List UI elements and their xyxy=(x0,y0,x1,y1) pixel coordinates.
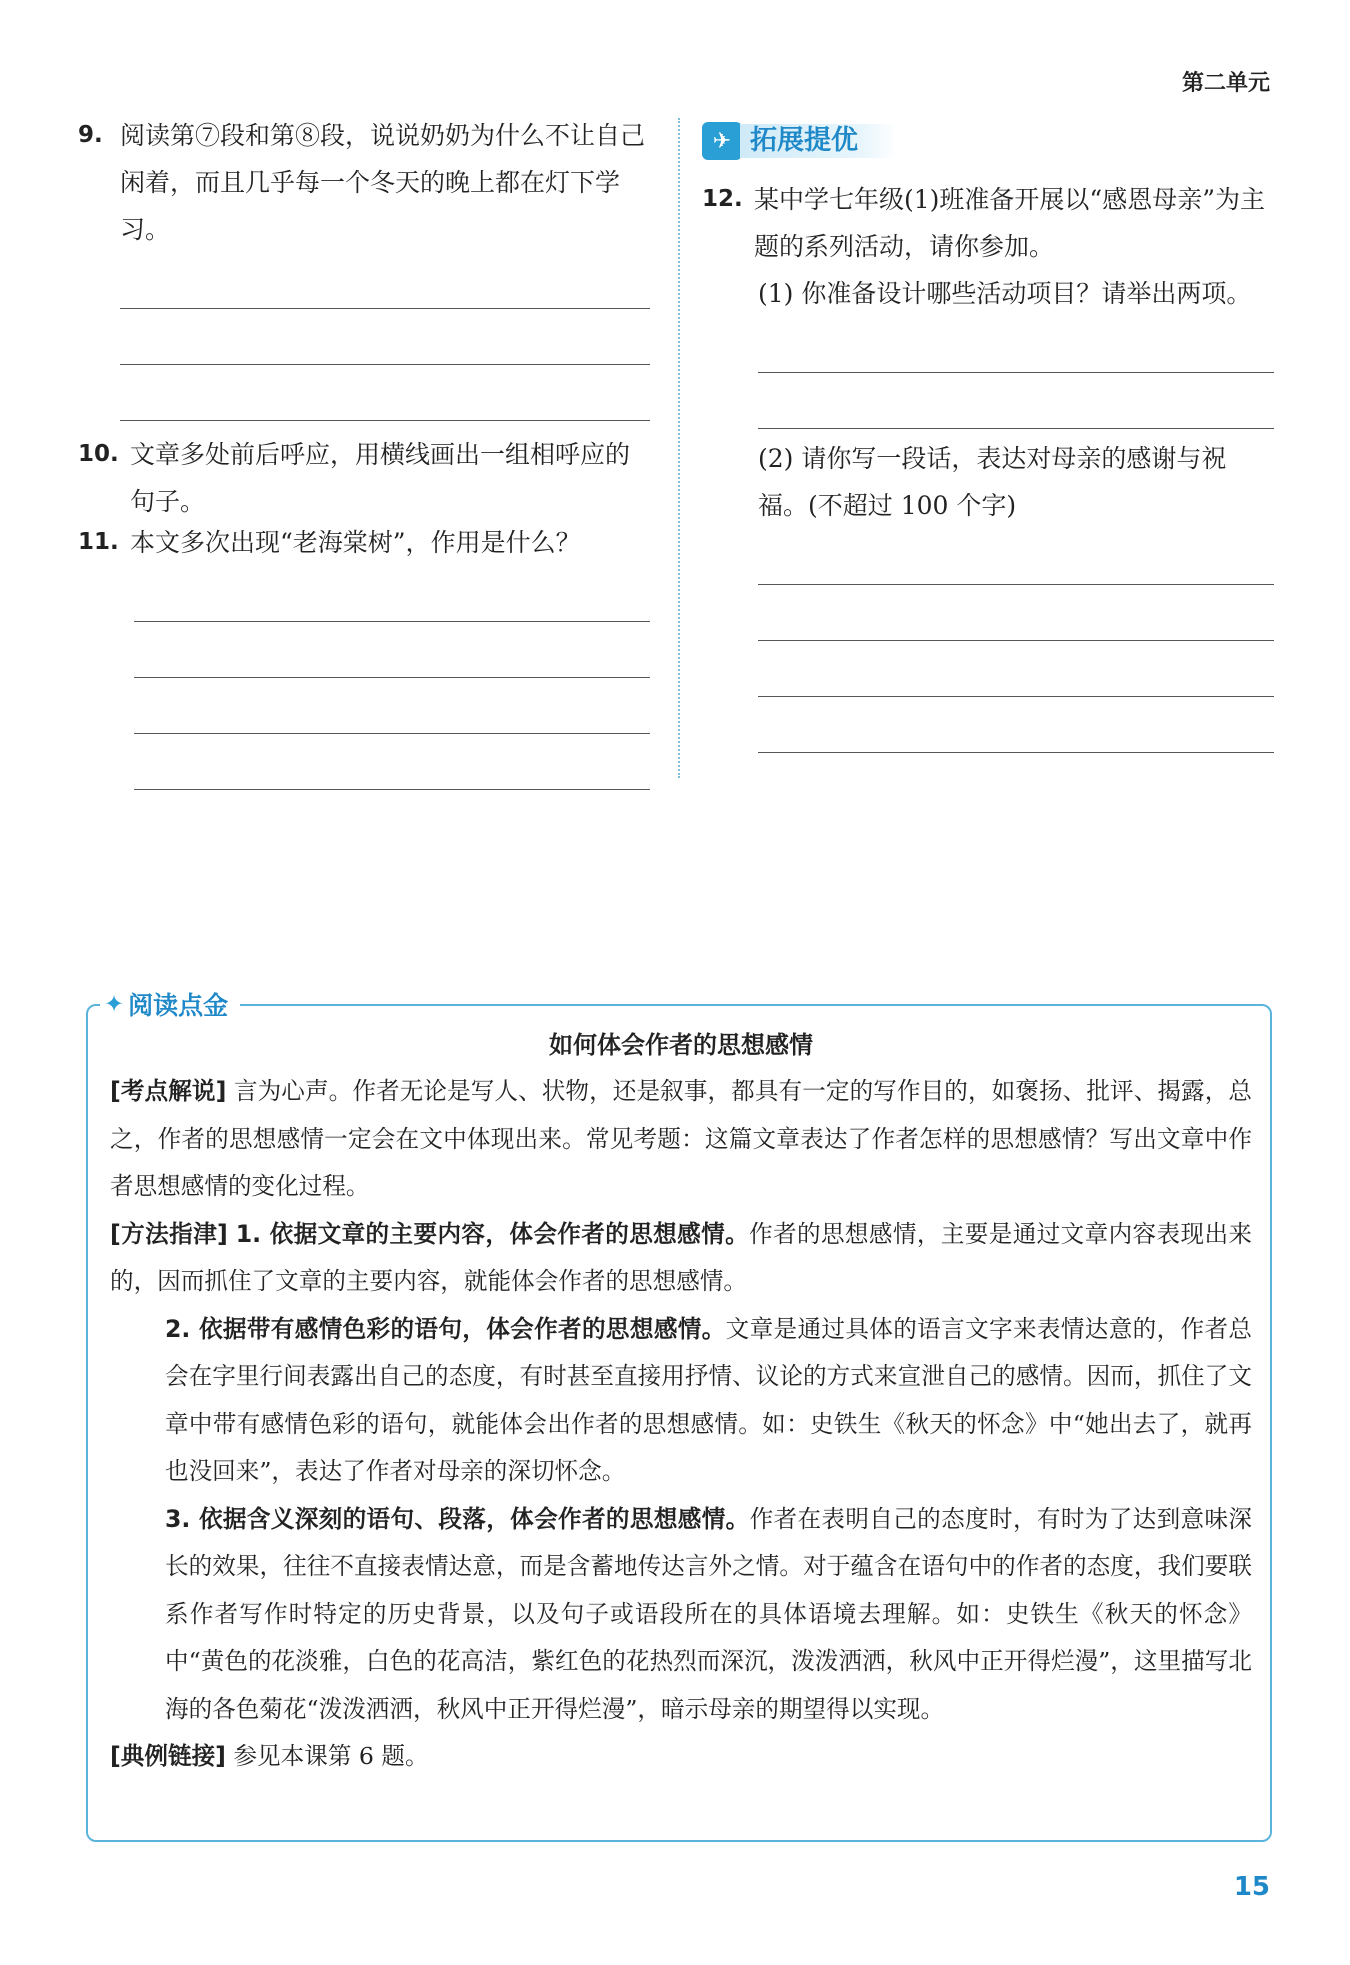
answer-line[interactable] xyxy=(120,365,650,421)
left-column xyxy=(78,112,650,790)
answer-line[interactable] xyxy=(134,734,650,790)
question-9 xyxy=(78,112,650,253)
paragraph-text: 作者在表明自己的态度时，有时为了达到意味深长的效果，往往不直接表情达意，而是含蓄地传达言外之情。对于蕴含在语句中的作者的态度，我们要联系作者写作时特定的历史背景，以及句子或语段所在的具体语境去理解。如：史铁生《秋天的怀念》中“黄色的花淡雅，白色的花高洁，紫红色的花热烈而深沉，泼泼洒洒，秋风中正开得烂漫”，这里描写北海的各色菊花“泼泼洒洒，秋风中正开得烂漫”，暗示母亲的期望得以实现。 xyxy=(165,1504,1253,1723)
tip-paragraph-2 xyxy=(110,1211,1252,1306)
paragraph-text: 言为心声。作者无论是写人、状物，还是叙事，都具有一定的写作目的，如褒扬、批评、揭露，总之，作者的思想感情一定会在文中体现出来。常见考题：这篇文章表达了作者怎样的思想感情？写出文章中作者思想感情的变化过程。 xyxy=(110,1077,1252,1200)
tag-label: [典例链接] xyxy=(110,1742,226,1770)
reading-tip-header xyxy=(100,986,240,1022)
answer-lines-q12-1 xyxy=(758,317,1274,429)
tip-paragraph-5 xyxy=(110,1733,1252,1781)
rocket-icon: ✈ xyxy=(702,122,742,160)
subquestion-2: (2) 请你写一段话，表达对母亲的感谢与祝福。(不超过 100 个字) xyxy=(758,444,1227,520)
tip-title: 如何体会作者的思想感情 xyxy=(549,1031,813,1059)
question-text: 某中学七年级(1)班准备开展以“感恩母亲”为主题的系列活动，请你参加。 xyxy=(754,185,1265,261)
answer-line[interactable] xyxy=(758,697,1274,753)
answer-line[interactable] xyxy=(134,678,650,734)
answer-line[interactable] xyxy=(120,253,650,309)
question-number: 10. xyxy=(78,441,119,467)
answer-line[interactable] xyxy=(758,585,1274,641)
answer-line[interactable] xyxy=(758,641,1274,697)
question-text: 本文多次出现“老海棠树”，作用是什么？ xyxy=(130,528,581,557)
reading-tip-label: 阅读点金 xyxy=(128,991,229,1020)
method-heading: 3. 依据含义深刻的语句、段落，体会作者的思想感情。 xyxy=(165,1504,750,1533)
page-number: 15 xyxy=(1233,1872,1270,1902)
answer-lines-q9 xyxy=(120,253,650,421)
question-number: 11. xyxy=(78,529,119,555)
answer-line[interactable] xyxy=(120,309,650,365)
reading-tip-body xyxy=(110,1022,1252,1781)
tip-paragraph-1 xyxy=(110,1068,1252,1211)
tag-label: [方法指津] xyxy=(110,1219,228,1248)
method-heading: 2. 依据带有感情色彩的语句，体会作者的思想感情。 xyxy=(165,1314,726,1343)
paragraph-text: 文章是通过具体的语言文字来表情达意的，作者总会在字里行间表露出自己的态度，有时甚至直接用抒情、议论的方式来宣泄自己的感情。因而，抓住了文章中带有感情色彩的语句，就能体会出作者的思想感情。如：史铁生《秋天的怀念》中“她出去了，就再也没回来”，表达了作者对母亲的深切怀念。 xyxy=(165,1314,1253,1485)
subquestion-1: (1) 你准备设计哪些活动项目？请举出两项。 xyxy=(758,279,1252,308)
question-text: 文章多处前后呼应，用横线画出一组相呼应的句子。 xyxy=(130,440,631,516)
answer-line[interactable] xyxy=(134,622,650,678)
tag-label: [考点解说] xyxy=(110,1077,227,1105)
tip-paragraph-3 xyxy=(110,1306,1252,1496)
answer-lines-q12-2 xyxy=(758,529,1274,753)
answer-line[interactable] xyxy=(758,317,1274,373)
paragraph-text: 参见本课第 6 题。 xyxy=(233,1742,429,1770)
section-badge xyxy=(702,120,1274,162)
right-column xyxy=(702,120,1274,753)
sparkle-icon: ✦ xyxy=(104,990,125,1018)
question-number: 9. xyxy=(78,122,103,148)
answer-line[interactable] xyxy=(758,373,1274,429)
question-11 xyxy=(78,519,650,566)
paragraph-text: 作者的思想感情，主要是通过文章内容表现出来的，因而抓住了文章的主要内容，就能体会作者的思想感情。 xyxy=(110,1219,1253,1295)
question-10 xyxy=(78,431,650,525)
section-title: 拓展提优 xyxy=(740,124,896,158)
answer-line[interactable] xyxy=(134,566,650,622)
answer-lines-q11 xyxy=(134,566,650,790)
column-divider xyxy=(678,118,680,778)
tip-paragraph-4 xyxy=(110,1496,1252,1734)
question-number: 12. xyxy=(702,186,743,212)
method-heading: 1. 依据文章的主要内容，体会作者的思想感情。 xyxy=(235,1219,750,1248)
answer-line[interactable] xyxy=(758,529,1274,585)
question-12 xyxy=(702,176,1274,270)
question-text: 阅读第⑦段和第⑧段，说说奶奶为什么不让自己闲着，而且几乎每一个冬天的晚上都在灯下学习。 xyxy=(120,121,646,244)
unit-label: 第二单元 xyxy=(1181,71,1270,96)
